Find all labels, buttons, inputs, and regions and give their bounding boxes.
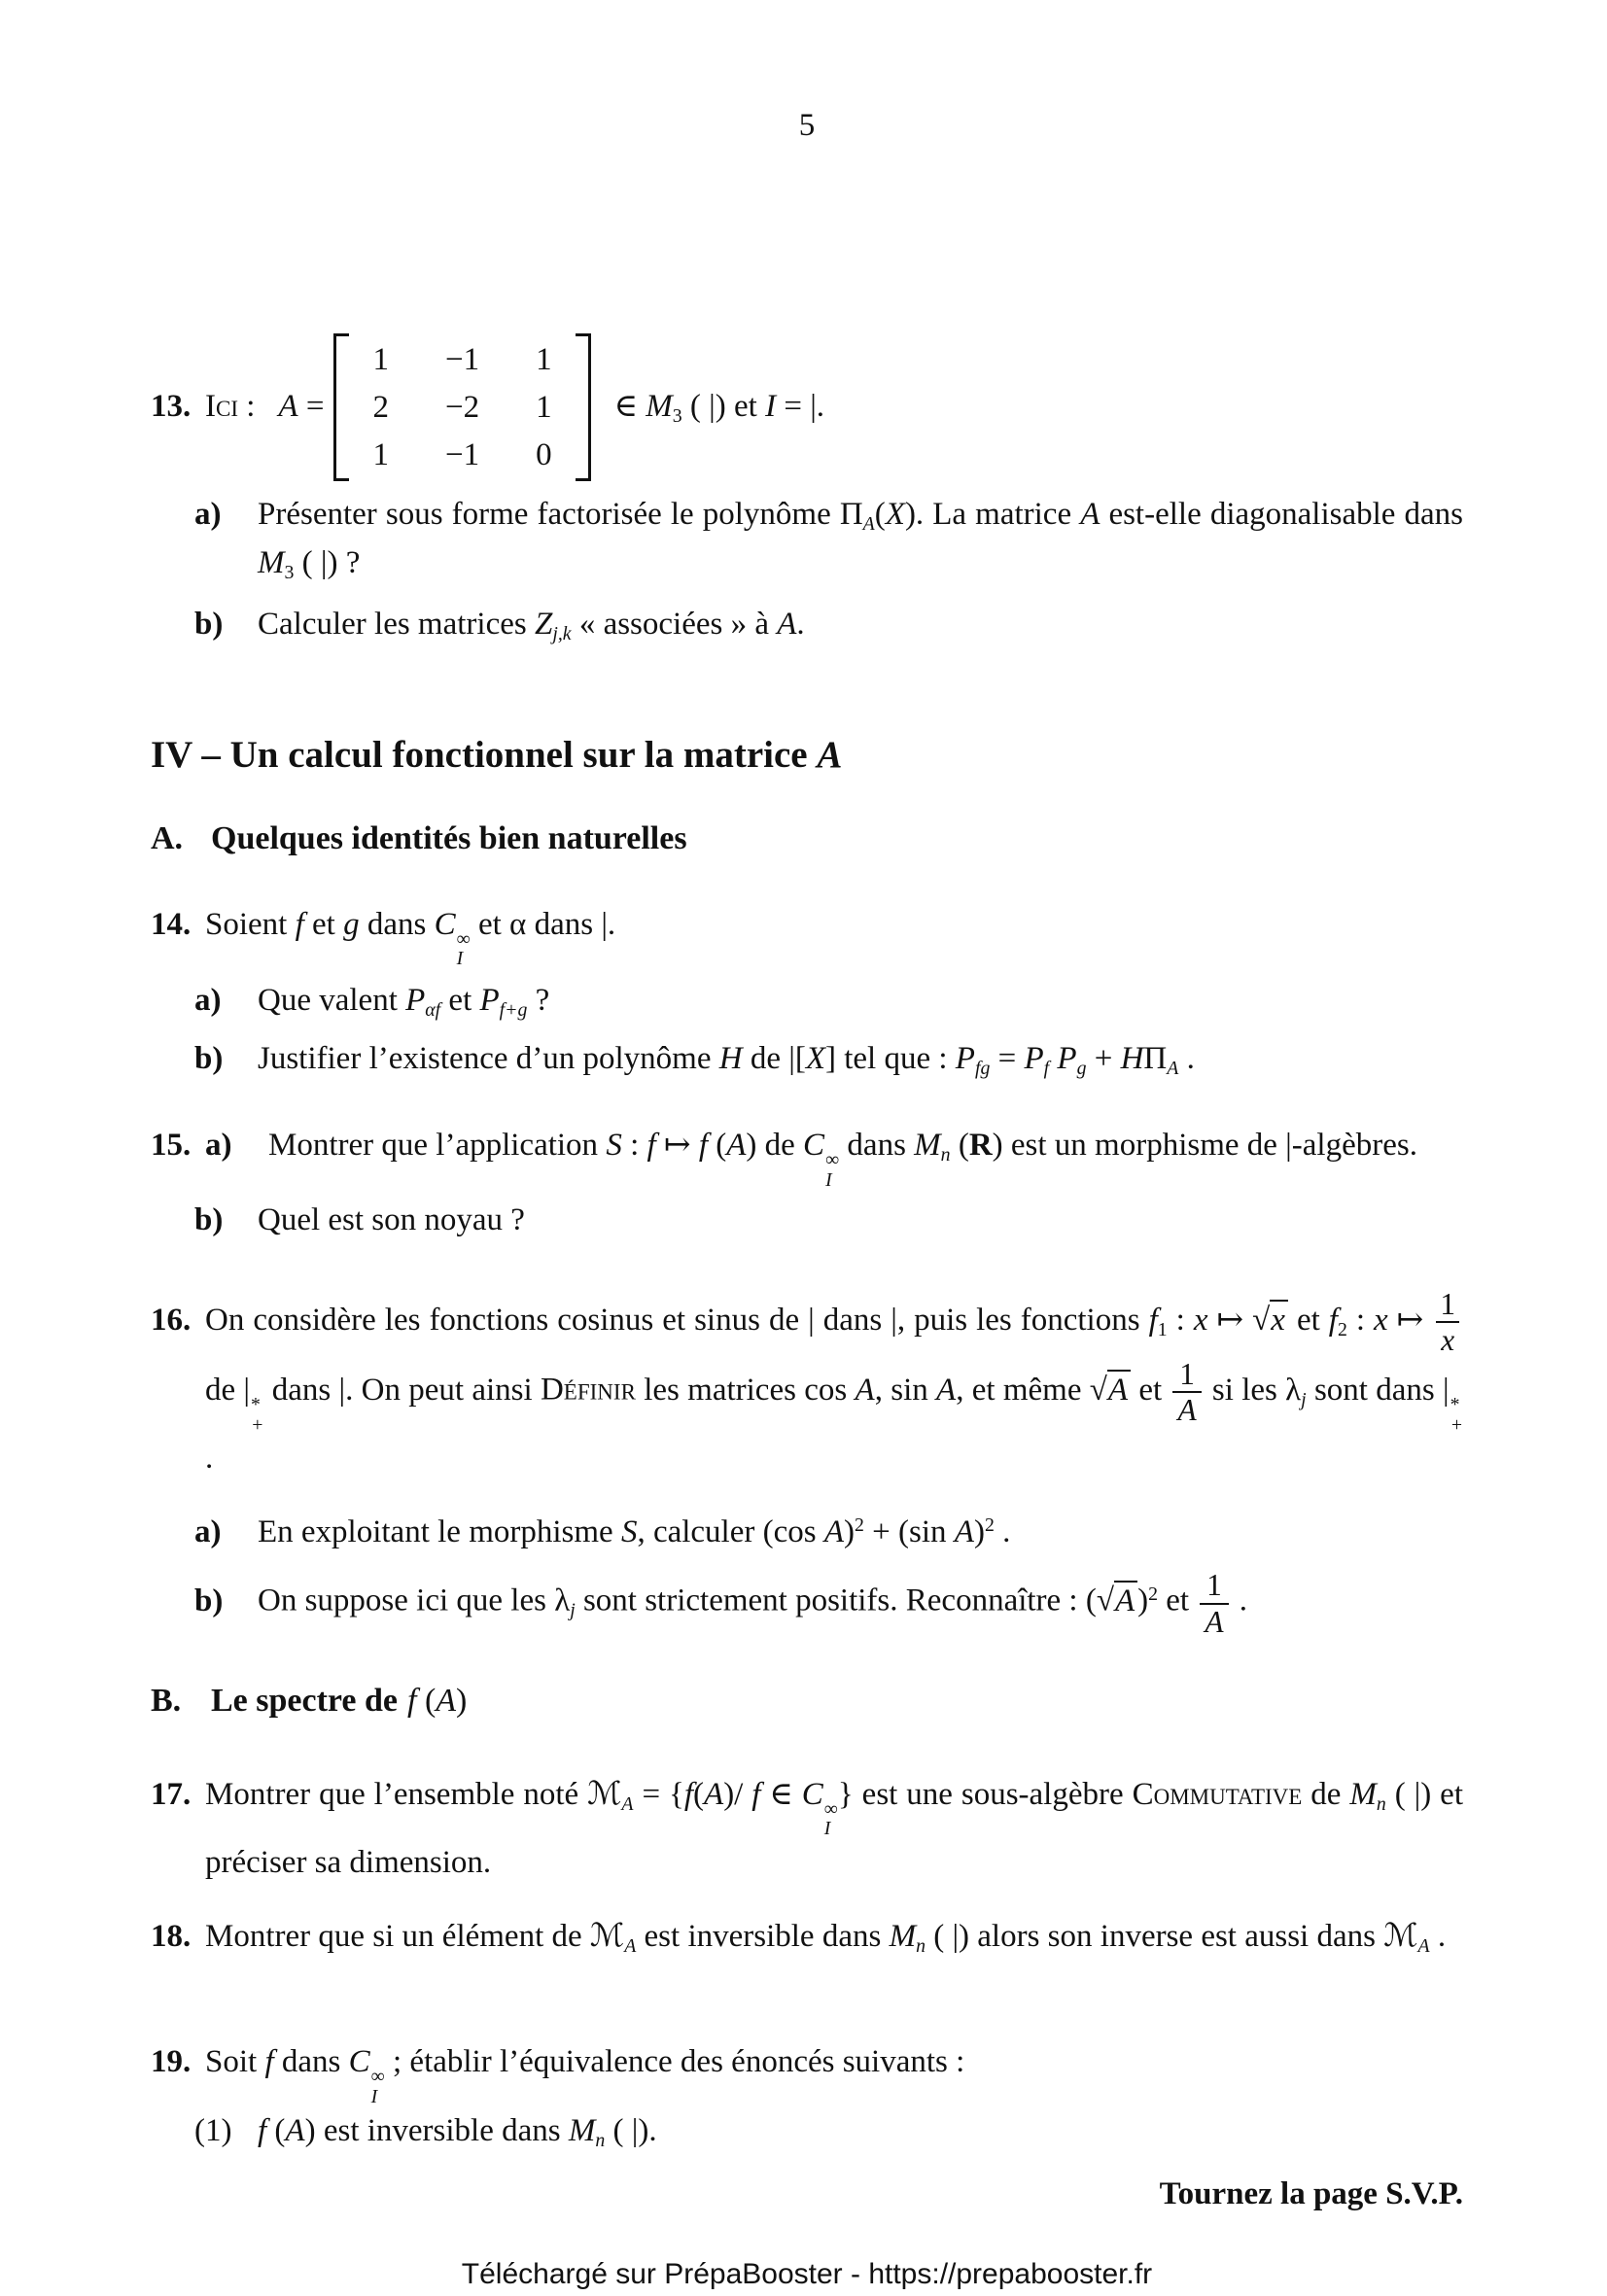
question-16 (151, 1287, 1463, 1483)
item-15b (194, 1197, 1463, 1245)
question-18-number: 18. (151, 1918, 192, 1954)
item-14a-text: Que valent $P_{\alpha f}$ et $P_{f+g}$ ? (258, 983, 550, 1022)
item-14a-label: a) (194, 983, 222, 1019)
item-13a-label: a) (194, 497, 222, 533)
matrix-cell-22: 0 (536, 437, 552, 473)
question-19 (151, 2038, 1463, 2106)
question-16-intro (205, 1287, 1463, 1483)
question-17-part2: de $M_n$ ( |) et préciser sa dimension. (205, 1776, 1463, 1881)
question-14 (151, 901, 1463, 969)
question-19-number: 19. (151, 2044, 192, 2080)
question-13-lhs: A = (278, 389, 325, 425)
matrix-cell-00: 1 (372, 341, 389, 377)
item-15b-label: b) (194, 1201, 224, 1237)
matrix-cell-12: 1 (536, 389, 552, 425)
question-13 (151, 333, 1463, 482)
section-b-heading (151, 1680, 1463, 1722)
download-footer: Téléchargé sur PrépaBooster - https://prepabooster.fr (461, 2257, 1153, 2290)
item-13a-text: Présenter sous forme factorisée le polynôme $\Pi_A(X)$. La matrice A est-elle diagonalisable dans $M_3$ ( |) ? (258, 497, 1463, 583)
item-19-1-label: (1) (194, 2112, 232, 2148)
question-16-intro-part2: les matrices cos A, sin A, et même √A et $\frac{1}{A}$ si les $\lambda_j$ sont dans | * + . (205, 1357, 1464, 1477)
question-15 (151, 1122, 1463, 1190)
item-16b-text: On suppose ici que les $\lambda_j$ sont strictement positifs. Reconnaître : $(√A)^2$ et $\frac{1}{A}$ . (258, 1568, 1248, 1639)
matrix-cell-10: 2 (372, 389, 389, 425)
matrix-left-bracket (333, 333, 349, 482)
item-15a-label: a) (205, 1128, 232, 1164)
question-17-commutative: Commutative (1132, 1776, 1303, 1812)
section-a-title: Quelques identités bien naturelles (211, 819, 687, 856)
item-14b (194, 1035, 1463, 1084)
section-a-number: A. (151, 819, 184, 856)
matrix-cell-20: 1 (372, 437, 389, 473)
question-19-intro: Soit f dans C ∞ I ; établir l’équivalence des énoncés suivants : (205, 2044, 965, 2107)
item-14b-text: Justifier l’existence d’un polynôme H de |[X] tel que : $P_{fg} = P_f$ $P_g + H\Pi_A$ . (258, 1040, 1195, 1079)
item-16b-label: b) (194, 1583, 224, 1619)
question-17-number: 17. (151, 1776, 192, 1812)
item-15a-text: Montrer que l’application S : f ↦ f (A) de C ∞ I dans $M_n$ (R) est un morphisme de |-algèbres. (268, 1128, 1417, 1191)
item-13a (194, 491, 1463, 587)
matrix-cell-11: −2 (444, 389, 480, 425)
matrix-cell-02: 1 (536, 341, 552, 377)
item-16a (194, 1509, 1463, 1557)
item-14b-label: b) (194, 1040, 224, 1076)
question-14-number: 14. (151, 906, 192, 942)
question-15-number: 15. (151, 1128, 192, 1164)
question-17-text (205, 1771, 1463, 1888)
item-16a-label: a) (194, 1513, 222, 1549)
item-15b-text: Quel est son noyau ? (258, 1201, 525, 1237)
question-18-text: Montrer que si un élément de ℳ$_A$ est inversible dans $M_n$ ( |) alors son inverse est aussi dans ℳ$_A$ . (205, 1918, 1447, 1957)
item-13b (194, 601, 1463, 649)
page-number: 5 (798, 108, 816, 143)
matrix-cell-01: −1 (444, 341, 480, 377)
question-13-number: 13. (151, 389, 192, 425)
item-16b (194, 1568, 1463, 1638)
section-b-title-math: f (A) (406, 1682, 468, 1719)
item-13b-text: Calculer les matrices $Z_{j,k}$ « associées » à A. (258, 607, 805, 645)
matrix-grid (349, 333, 575, 482)
section-b-title: Le spectre de (211, 1682, 398, 1719)
item-14a (194, 977, 1463, 1026)
question-16-number: 16. (151, 1302, 192, 1338)
question-17-part1: Montrer que l’ensemble noté ℳ$_A$ = {f(A)/ f ∈ C ∞ I } est une sous-algèbre (205, 1776, 1133, 1840)
section-iv-title: IV – Un calcul fonctionnel sur la matrice A (151, 733, 843, 776)
question-16-definir: Définir (540, 1373, 636, 1408)
question-17 (151, 1771, 1463, 1888)
matrix-cell-21: −1 (444, 437, 480, 473)
question-13-ici-label: Ici : (205, 389, 256, 425)
question-13-rhs: ∈ $M_3$ ( |) et I = |. (613, 389, 825, 428)
question-14-intro: Soient f et g dans C ∞ I et α dans |. (205, 906, 616, 970)
section-a-heading (151, 818, 1463, 860)
item-19-1-text: f (A) est inversible dans $M_n$ ( |). (258, 2112, 657, 2151)
item-19-1 (194, 2107, 1463, 2156)
matrix-A (333, 333, 590, 482)
question-16-intro-part1: On considère les fonctions cosinus et sinus de | dans |, puis les fonctions $f_1$ : x ↦ √x et $f_2$ : x ↦ $\frac{1}{x}$ de | * + dans |. On peut ainsi (205, 1303, 1463, 1408)
item-16a-text: En exploitant le morphisme S, calculer (cos A)$^2$ + (sin A)$^2$ . (258, 1513, 1011, 1549)
section-b-number: B. (151, 1682, 182, 1719)
item-13b-label: b) (194, 607, 224, 643)
question-18 (151, 1913, 1463, 1962)
turn-page-notice: Tournez la page S.V.P. (1159, 2176, 1463, 2212)
matrix-right-bracket (576, 333, 591, 482)
